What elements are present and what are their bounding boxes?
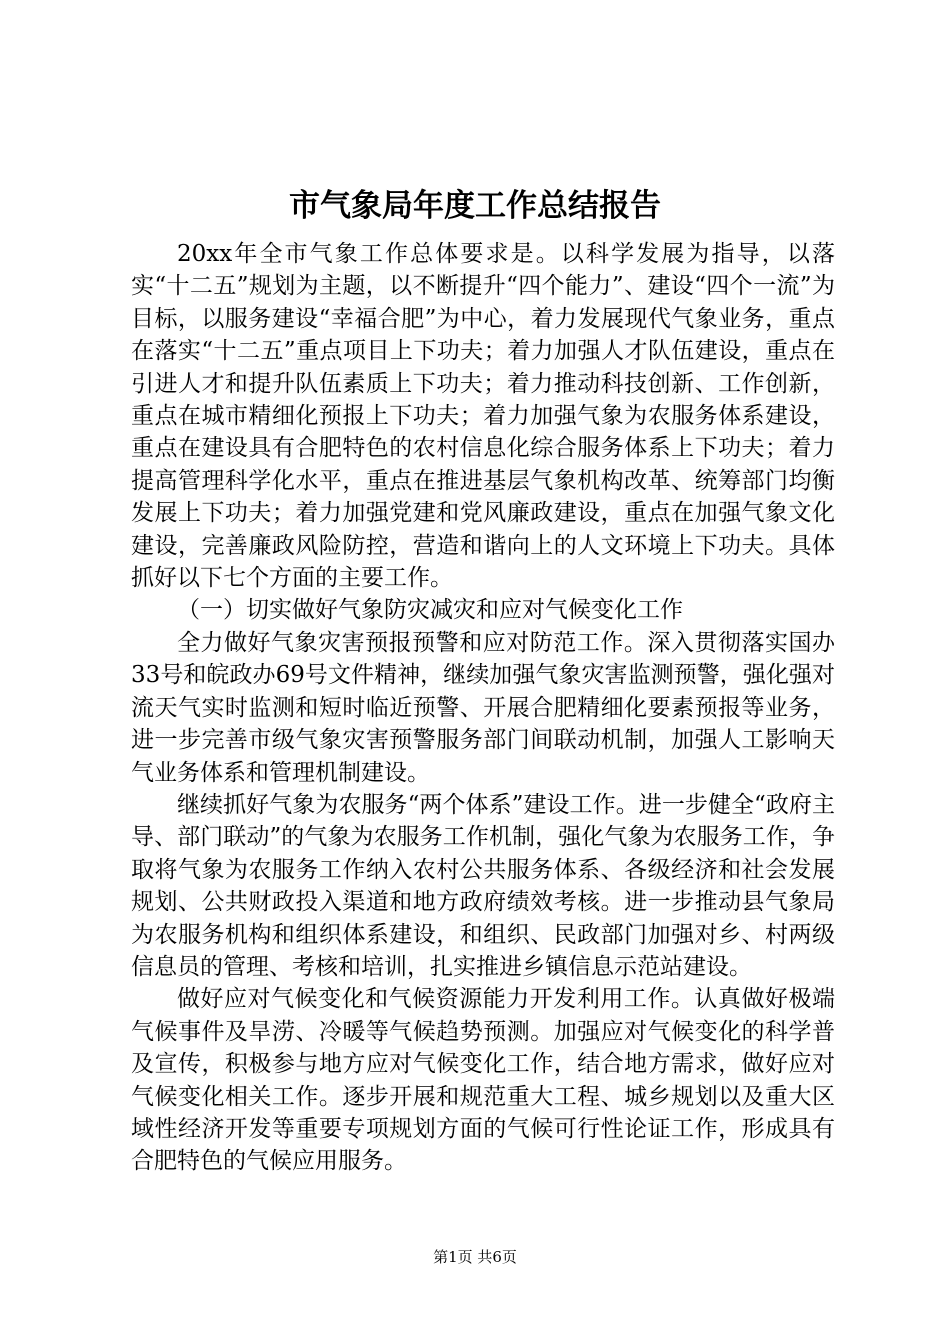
paragraph-intro: 20xx年全市气象工作总体要求是。以科学发展为指导，以落实“十二五”规划为主题，以不断提升“四个能力”、建设“四个一流”为目标，以服务建设“幸福合肥”为中心，着力发展现代气象业务，重点在落实“十二五”重点项目上下功夫；着力加强人才队伍建设，重点在引进人才和提升队伍素质上下功夫；着力推动科技创新、工作创新，重点在城市精细化预报上下功夫；着力加强气象为农服务体系建设，重点在建设具有合肥特色的农村信息化综合服务体系上下功夫；着力提高管理科学化水平，重点在推进基层气象机构改革、统筹部门均衡发展上下功夫；着力加强党建和党风廉政建设，重点在加强气象文化建设，完善廉政风险防控，营造和谐向上的人文环境上下功夫。具体抓好以下七个方面的主要工作。 [131, 241, 835, 592]
page-number-footer: 第1页 共6页 [433, 1248, 517, 1266]
document-body [131, 238, 835, 1178]
section-heading-1: （一）切实做好气象防灾减灾和应对气候变化工作 [177, 597, 683, 624]
paragraph-climate-change: 做好应对气候变化和气候资源能力开发利用工作。认真做好极端气候事件及旱涝、冷暖等气候趋势预测。加强应对气候变化的科学普及宣传，积极参与地方应对气候变化工作，结合地方需求，做好应对气候变化相关工作。逐步开展和规范重大工程、城乡规划以及重大区域性经济开发等重要专项规划方面的气候可行性论证工作，形成具有合肥特色的气候应用服务。 [131, 986, 835, 1175]
paragraph-agriculture-service: 继续抓好气象为农服务“两个体系”建设工作。进一步健全“政府主导、部门联动”的气象为农服务工作机制，强化气象为农服务工作，争取将气象为农服务工作纳入农村公共服务体系、各级经济和社会发展规划、公共财政投入渠道和地方政府绩效考核。进一步推动县气象局为农服务机构和组织体系建设，和组织、民政部门加强对乡、村两级信息员的管理、考核和培训，扎实推进乡镇信息示范站建设。 [131, 791, 835, 980]
paragraph-disaster-warning: 全力做好气象灾害预报预警和应对防范工作。深入贯彻落实国办33号和皖政办69号文件精神，继续加强气象灾害监测预警，强化强对流天气实时监测和短时临近预警、开展合肥精细化要素预报等业务，进一步完善市级气象灾害预警服务部门间联动机制，加强人工影响天气业务体系和管理机制建设。 [131, 629, 835, 786]
document-title: 市气象局年度工作总结报告 [289, 188, 661, 224]
